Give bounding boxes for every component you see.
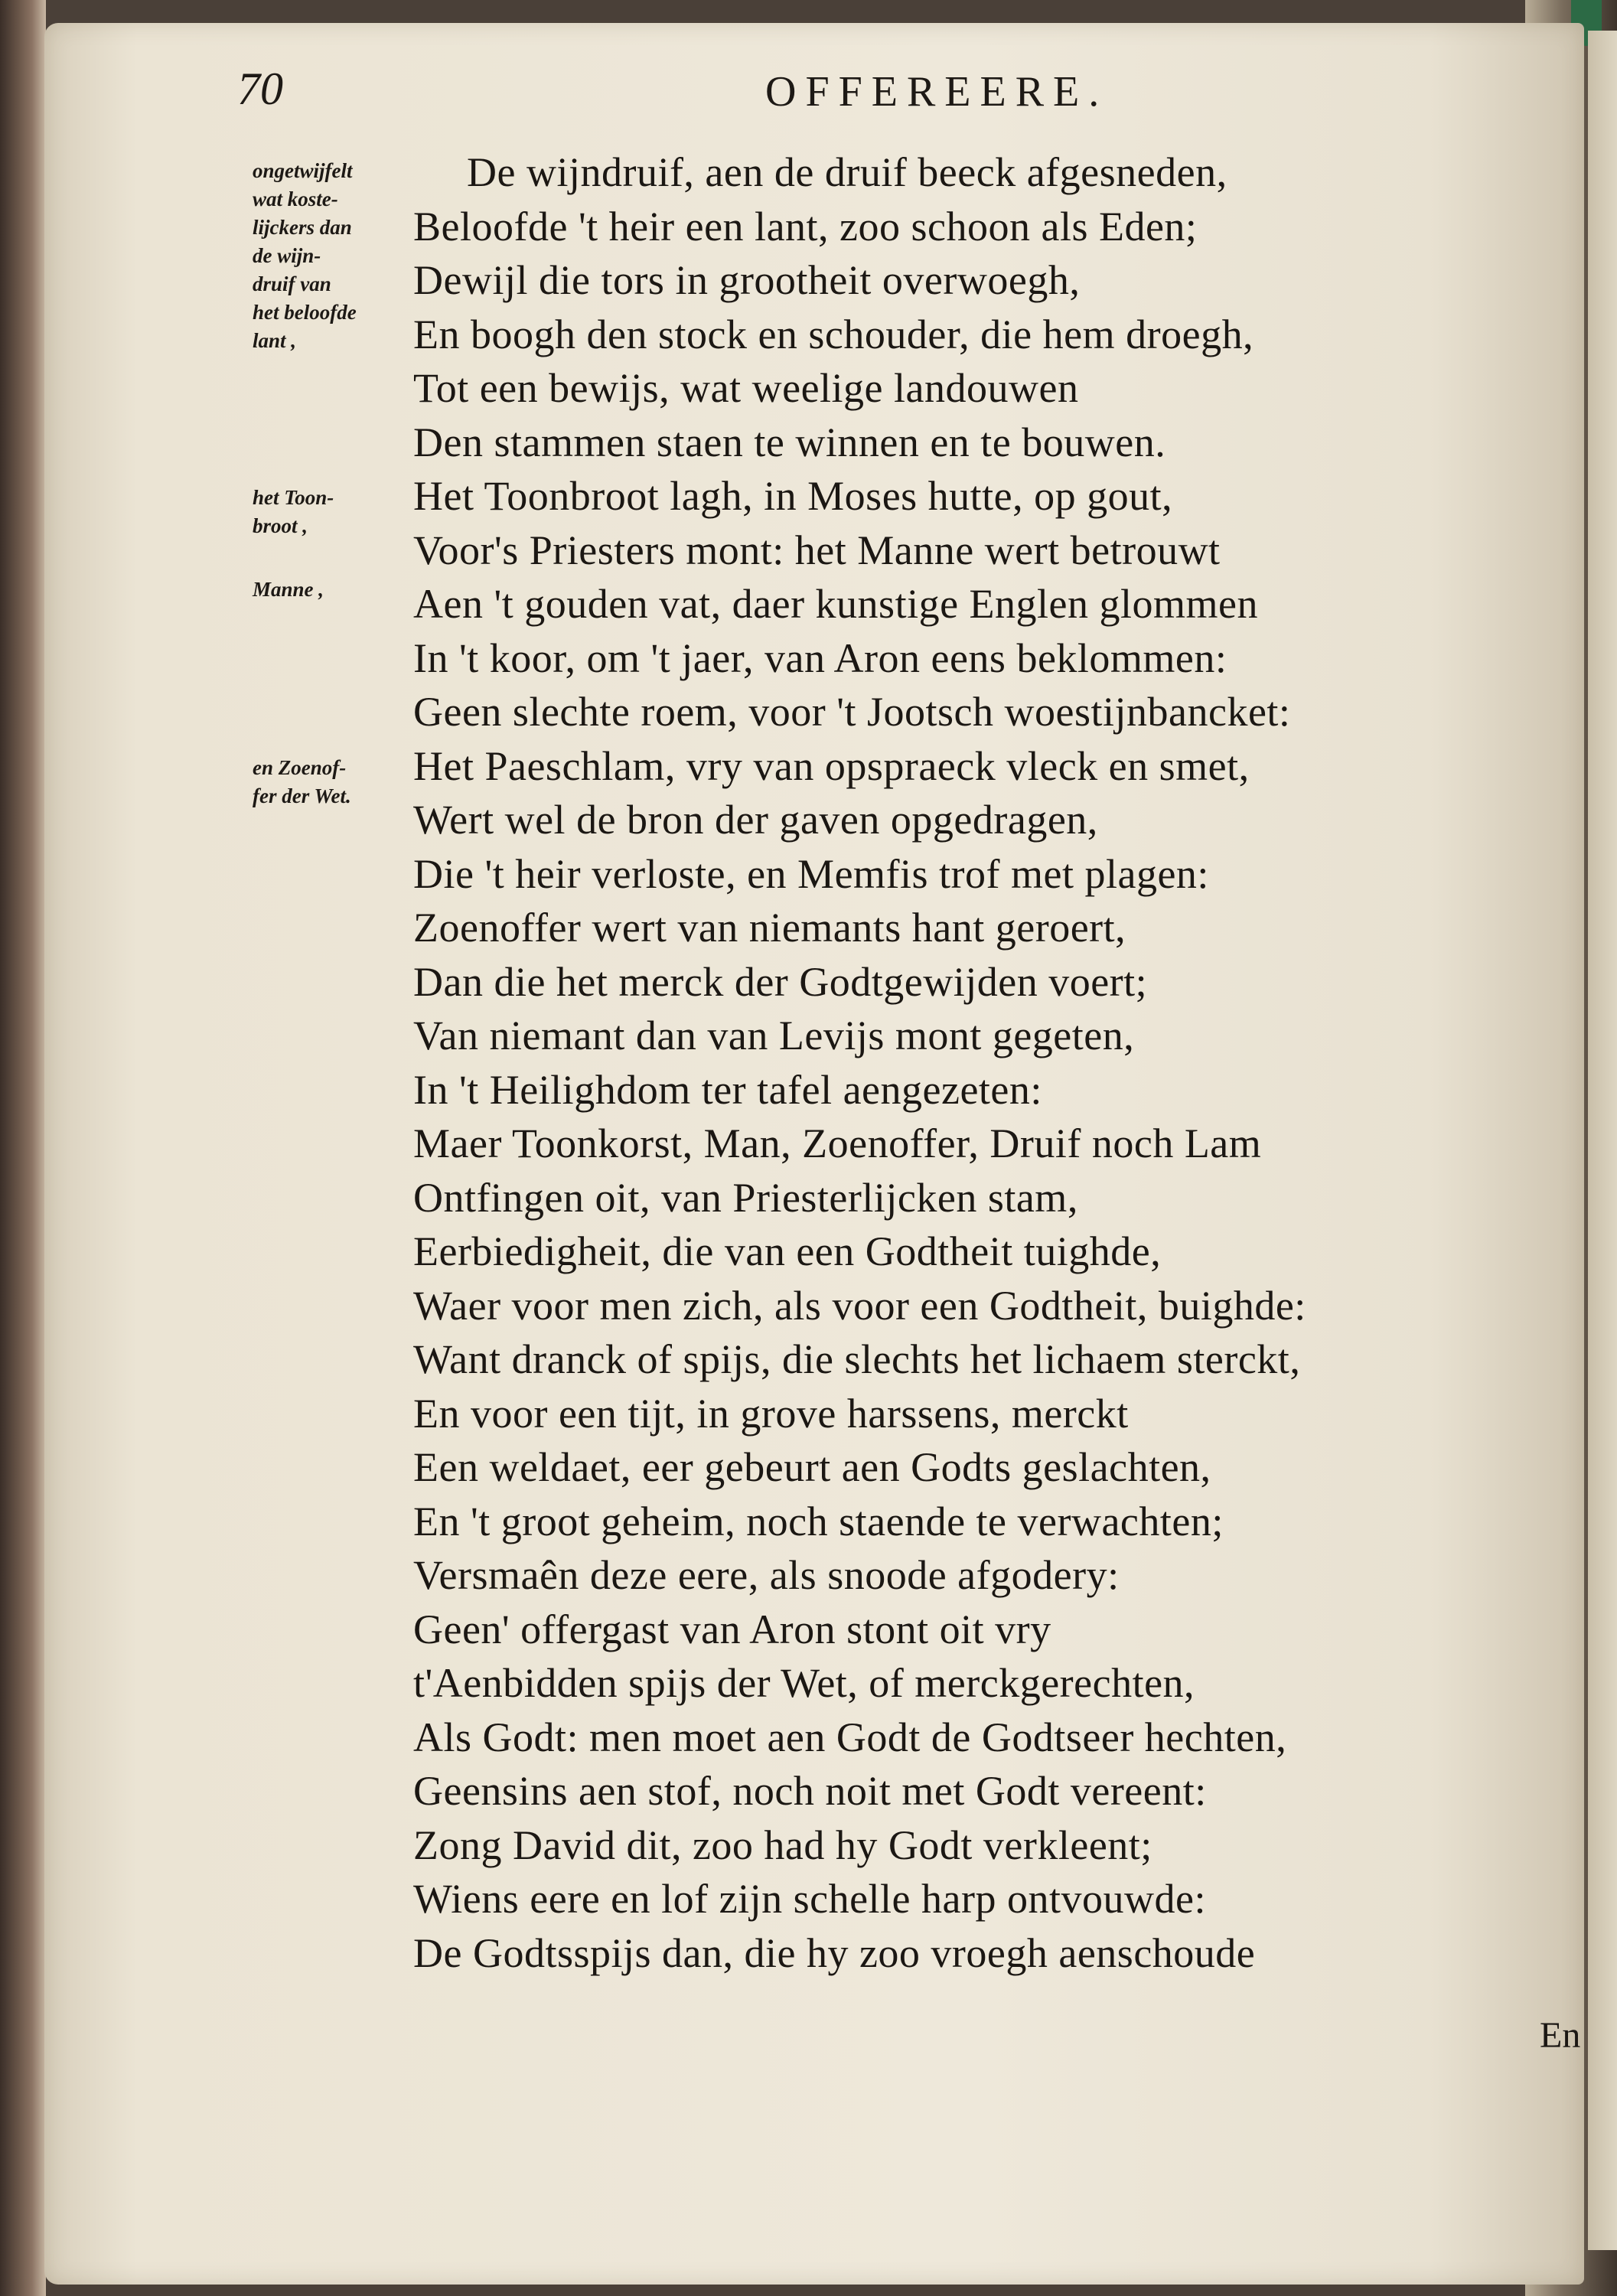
verse-line: In 't Heilighdom ter tafel aengezeten: (413, 1066, 1042, 1113)
verse-line: Zoenoffer wert van niemants hant geroert, (413, 905, 1126, 951)
verse-line: Maer Toonkorst, Man, Zoenoffer, Druif noch Lam (413, 1120, 1262, 1166)
catchword: En (1540, 2015, 1581, 2056)
verse-line: Die 't heir verloste, en Memfis trof met plagen: (413, 850, 1209, 897)
verse-line: Want dranck of spijs, die slechts het lichaem sterckt, (413, 1336, 1301, 1382)
verse-line: Geen' offergast van Aron stont oit vry (413, 1606, 1051, 1652)
verse-line: Een weldaet, eer gebeurt aen Godts geslachten, (413, 1444, 1211, 1490)
verse-line: Aen 't gouden vat, daer kunstige Englen glommen (413, 581, 1258, 627)
verse-line: En voor een tijt, in grove harssens, merckt (413, 1390, 1129, 1437)
verse-line: Het Paeschlam, vry van opspraeck vleck en smet, (413, 742, 1250, 789)
verse-line: Wiens eere en lof zijn schelle harp ontvouwde: (413, 1876, 1206, 1922)
verse-line: Zong David dit, zoo had hy Godt verkleent; (413, 1821, 1152, 1868)
verse-line: Als Godt: men moet aen Godt de Godtseer hechten, (413, 1714, 1287, 1760)
verse-line: Geen slechte roem, voor 't Jootsch woestijnbancket: (413, 689, 1291, 735)
poem-text (413, 145, 1306, 1980)
verse-line: De wijndruif, aen de druif beeck afgesneden, (467, 149, 1227, 195)
verse-line: Voor's Priesters mont: het Manne wert betrouwt (413, 527, 1221, 573)
verse-line: t'Aenbidden spijs der Wet, of merckgerechten, (413, 1660, 1195, 1706)
verse-line: Van niemant dan van Levijs mont gegeten, (413, 1013, 1135, 1058)
page-number: 70 (237, 64, 283, 114)
verse-line: Den stammen staen te winnen en te bouwen. (413, 419, 1166, 465)
book-spine-edge (0, 0, 46, 2296)
verse-line: Versmaên deze eere, als snoode afgodery: (413, 1552, 1120, 1598)
verse-line: Beloofde 't heir een lant, zoo schoon als Eden; (413, 203, 1198, 249)
running-head: OFFEREERE. (765, 68, 1109, 116)
verse-line: Het Toonbroot lagh, in Moses hutte, op gout, (413, 473, 1173, 519)
margin-note-druif: ongetwijfelt wat koste- lijckers dan de wijn- druif van het beloofde lant , (253, 159, 357, 352)
verse-line: Tot een bewijs, wat weelige landouwen (413, 365, 1079, 411)
verse-line: Dan die het merck der Godtgewijden voert; (413, 958, 1148, 1005)
verse-line: De Godtsspijs dan, die hy zoo vroegh aenschoude (413, 1929, 1256, 1976)
verse-line: Dewijl die tors in grootheit overwoegh, (413, 257, 1081, 303)
verse-line: En boogh den stock en schouder, die hem droegh, (413, 311, 1254, 357)
verse-line: Ontfingen oit, van Priesterlijcken stam, (413, 1174, 1078, 1221)
verse-line: Eerbiedigheit, die van een Godtheit tuighde, (413, 1228, 1162, 1274)
margin-note-manne: Manne , (253, 578, 324, 601)
verse-line: In 't koor, om 't jaer, van Aron eens beklommen: (413, 634, 1227, 681)
verse-line: Waer voor men zich, als voor een Godtheit, buighde: (413, 1282, 1306, 1329)
margin-note-toonbroot: het Toon- broot , (253, 486, 334, 537)
margin-note-zoenoffer: en Zoenof- fer der Wet. (253, 756, 351, 807)
verse-line: En 't groot geheim, noch staende te verwachten; (413, 1498, 1224, 1544)
verse-line: Wert wel de bron der gaven opgedragen, (413, 797, 1098, 843)
facing-page-sliver (1588, 31, 1617, 2250)
verse-line: Geensins aen stof, noch noit met Godt vereent: (413, 1768, 1207, 1814)
